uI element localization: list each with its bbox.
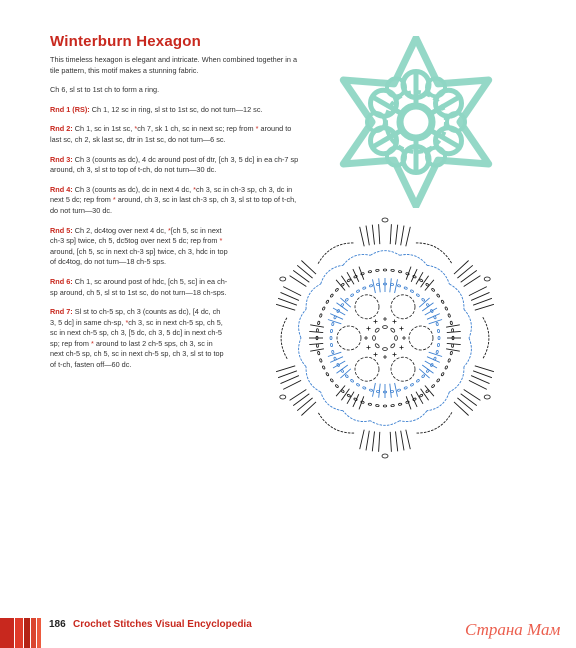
round-text: ch 3, sc in ch-3 sp, ch 3, dc in next 5 dc; rep from [50, 184, 293, 205]
chain-arc [449, 367, 464, 392]
chain-stitch [369, 389, 373, 392]
double-crochet [464, 276, 481, 287]
chain-stitch [397, 284, 401, 287]
chain-stitch [410, 383, 414, 386]
double-crochet [353, 269, 359, 282]
chain-arc [299, 309, 306, 338]
chain-stitch [421, 298, 425, 302]
double-crochet [457, 398, 472, 411]
chain-stitch [390, 328, 395, 333]
double-crochet [411, 394, 417, 407]
chain-loop [355, 295, 379, 319]
motif-center-ring [400, 106, 432, 138]
double-crochet [276, 366, 295, 372]
chain-stitch [484, 277, 490, 281]
double-crochet [401, 226, 404, 246]
double-crochet [309, 331, 323, 332]
double-crochet [347, 392, 354, 404]
chain-arc [464, 309, 471, 338]
round-text: [ch 5, sc in next ch-3 sp] twice, ch 5, dc5tog over next 5 dc; rep from [50, 225, 222, 246]
chain-stitch [445, 366, 448, 370]
single-crochet [383, 317, 387, 321]
double-crochet [461, 394, 477, 406]
chain-stitch [330, 378, 334, 382]
double-crochet [457, 265, 472, 278]
chain-arc [299, 338, 306, 367]
chain-stitch [404, 386, 408, 389]
chain-stitch [445, 307, 448, 311]
repeat-asterisk: * [134, 124, 138, 134]
round-3 [50, 155, 304, 176]
repeat-asterisk: * [112, 195, 116, 205]
double-crochet [293, 394, 309, 406]
chain-stitch [356, 290, 360, 293]
double-crochet [406, 267, 411, 280]
double-crochet [360, 227, 365, 247]
chain-arc [427, 265, 449, 284]
chain-arc [318, 243, 354, 264]
chain-stitch [375, 328, 380, 333]
double-crochet [360, 430, 365, 450]
chain-stitch [395, 336, 398, 341]
double-crochet [278, 371, 297, 378]
chain-stitch [369, 284, 373, 287]
chain-stitch [345, 298, 349, 302]
chain-loop [409, 326, 433, 350]
chain-stitch [441, 300, 445, 304]
double-crochet [395, 383, 398, 397]
repeat-asterisk: * [90, 338, 94, 348]
round-4 [50, 185, 304, 217]
chain-stitch [391, 269, 395, 271]
round-5 [50, 226, 228, 268]
double-crochet [475, 366, 494, 372]
single-crochet [364, 336, 368, 340]
double-crochet [469, 380, 487, 389]
chain-stitch [426, 303, 430, 307]
pattern-instructions [50, 55, 304, 380]
chain-stitch [450, 351, 453, 355]
chain-stitch [376, 283, 379, 285]
chain-stitch [375, 343, 380, 348]
round-text: Sl st to ch-5 sp, ch 3 (counts as dc), [4 dc, ch 3, 5 dc] in same ch-sp, [50, 307, 221, 327]
chain-arc [318, 412, 354, 433]
chain-stitch [319, 359, 322, 363]
page-number: 186 [49, 619, 66, 630]
chain-stitch [433, 315, 436, 319]
round-label: Rnd 1 (RS): [50, 104, 90, 114]
chain-stitch [436, 350, 439, 354]
double-crochet [379, 224, 380, 244]
chain-loop [337, 326, 361, 350]
round-text: Ch 3 (counts as dc), dc in next 4 dc, [72, 184, 194, 194]
chain-stitch [330, 343, 332, 346]
chain-stitch [280, 277, 286, 281]
chain-stitch [437, 343, 439, 346]
single-crochet [374, 320, 378, 324]
stitch-diagram [268, 209, 502, 467]
chain-arc [449, 284, 464, 309]
double-crochet [396, 431, 398, 451]
double-crochet [373, 383, 376, 397]
repeat-asterisk: * [125, 317, 129, 327]
round-text: Ch 2, dc4tog over next 4 dc, [72, 225, 169, 235]
round-label: Rnd 4: [50, 184, 73, 194]
footer-bar [15, 618, 23, 648]
chain-arc [281, 317, 287, 359]
chain-stitch [419, 394, 423, 398]
double-crochet [390, 432, 391, 452]
double-crochet [283, 380, 301, 389]
double-crochet [396, 225, 398, 245]
repeat-asterisk: * [255, 124, 259, 134]
double-crochet [297, 265, 312, 278]
double-crochet [475, 304, 494, 310]
chain-arc [416, 243, 452, 264]
chain-stitch [431, 384, 435, 388]
double-crochet [283, 287, 301, 296]
chain-stitch [317, 351, 320, 355]
chain-stitch [280, 395, 286, 399]
start-text: Ch 6, sl st to 1st ch to form a ring. [50, 85, 160, 95]
chain-loop [391, 357, 415, 381]
double-crochet [429, 320, 442, 324]
footer-bar [31, 618, 36, 648]
chain-stitch [331, 350, 334, 354]
chain-stitch [362, 386, 366, 389]
round-text: Ch 1, 12 sc in ring, sl st to 1st sc, do not turn—12 sc. [89, 104, 263, 114]
round-text: around to last sc, ch 2, sk last sc, dtr in 1st sc, do not turn—6 sc. [50, 124, 292, 144]
chain-arc [321, 265, 343, 284]
chain-stitch [436, 378, 440, 382]
double-crochet [446, 349, 460, 351]
double-crochet [347, 272, 354, 284]
watermark-logo: Страна Мам [465, 620, 561, 639]
round-1 [50, 105, 304, 116]
round-label: Rnd 2: [50, 124, 73, 134]
round-label: Rnd 3: [50, 154, 73, 164]
chain-stitch [340, 303, 344, 307]
chain-arc [427, 392, 449, 411]
chain-stitch [383, 269, 386, 271]
chain-arc [370, 251, 399, 256]
chain-stitch [335, 288, 339, 292]
chain-stitch [322, 307, 325, 311]
double-crochet [390, 224, 391, 244]
chain-stitch [398, 270, 402, 273]
chain-stitch [416, 379, 420, 383]
round-list [50, 105, 304, 371]
chain-stitch [433, 357, 436, 361]
footer-bar [0, 618, 14, 648]
chain-stitch [340, 369, 344, 373]
double-crochet [328, 352, 341, 356]
chain-stitch [391, 404, 395, 406]
footer-color-bars [0, 618, 42, 648]
chain-stitch [484, 395, 490, 399]
double-crochet [406, 430, 411, 450]
double-crochet [406, 227, 411, 247]
double-crochet [446, 325, 460, 327]
chain-stitch [322, 366, 325, 370]
chain-stitch [376, 404, 380, 406]
chain-stitch [416, 293, 420, 297]
single-crochet [374, 353, 378, 357]
chain-stitch [436, 322, 439, 326]
double-crochet [372, 431, 374, 451]
single-crochet [367, 327, 371, 331]
single-crochet [383, 355, 387, 359]
double-crochet [406, 396, 411, 409]
chain-stitch [347, 279, 351, 283]
chain-stitch [390, 283, 393, 285]
double-crochet [297, 398, 312, 411]
double-crochet [416, 272, 423, 284]
chain-loop [355, 357, 379, 381]
chain-stitch [398, 403, 402, 406]
double-crochet [353, 394, 359, 407]
chain-stitch [331, 322, 334, 326]
round-2 [50, 124, 304, 145]
chain-stitch [334, 315, 337, 319]
chain-arc [306, 284, 321, 309]
double-crochet [290, 276, 307, 287]
chain-stitch [350, 293, 354, 297]
chain-stitch [376, 390, 379, 392]
double-crochet [372, 225, 374, 245]
chain-stitch [317, 321, 320, 325]
repeat-asterisk: * [193, 184, 197, 194]
pattern-title: Winterburn Hexagon [50, 33, 201, 50]
chain-stitch [368, 403, 372, 406]
double-crochet [301, 402, 316, 416]
chain-stitch [437, 329, 439, 332]
chain-stitch [436, 294, 440, 298]
round-label: Rnd 5: [50, 225, 73, 235]
crocheted-hexagon-photo [330, 36, 502, 208]
chain-stitch [383, 326, 388, 329]
single-crochet [393, 353, 397, 357]
double-crochet [461, 270, 477, 282]
double-crochet [447, 331, 461, 332]
chain-stitch [448, 314, 451, 318]
chain-stitch [383, 348, 388, 351]
double-crochet [454, 402, 469, 416]
double-crochet [473, 298, 492, 305]
chain-stitch [448, 359, 451, 363]
double-crochet [464, 390, 481, 401]
repeat-asterisk: * [168, 225, 171, 235]
double-crochet [310, 325, 324, 327]
double-crochet [454, 261, 469, 275]
chain-stitch [382, 218, 388, 222]
double-crochet [429, 352, 442, 356]
chain-arc [370, 421, 399, 426]
round-text: around to last 2 ch-5 sps, ch 3, sc in next ch-5 sp, ch 5, sc in next ch-5 sp, ch 3, sl st to top of t-ch, fasten off—60 dc. [50, 338, 224, 370]
chain-stitch [350, 379, 354, 383]
chain-stitch [347, 394, 351, 398]
round-text: ch 3, sc in next ch-5 sp, ch 5, sc in next ch-5 sp, ch 3, [5 dc, ch 3, 5 dc] in next ch-5 sp; rep from [50, 317, 223, 348]
chain-arc [464, 338, 471, 367]
chain-stitch [441, 372, 445, 376]
double-crochet [379, 432, 380, 452]
double-crochet [278, 298, 297, 305]
chain-stitch [345, 374, 349, 378]
chain-stitch [326, 372, 330, 376]
single-crochet [393, 320, 397, 324]
chain-stitch [368, 270, 372, 273]
round-text: around, [ch 5, sc in next ch-3 sp] twice, ch 3, hdc in top of dc4tog, do not turn—18 ch-5 sps. [50, 246, 228, 267]
chain-stitch [335, 384, 339, 388]
chain-arc [400, 254, 427, 265]
footer-bar [37, 618, 41, 648]
chain-stitch [319, 314, 322, 318]
chain-loop [391, 295, 415, 319]
chain-stitch [383, 405, 386, 407]
chain-stitch [326, 300, 330, 304]
chain-stitch [390, 390, 393, 392]
chain-stitch [438, 336, 440, 339]
chain-stitch [404, 287, 408, 290]
double-crochet [416, 392, 423, 404]
chain-stitch [373, 336, 376, 341]
double-crochet [411, 269, 417, 282]
chain-stitch [431, 288, 435, 292]
double-crochet [473, 371, 492, 378]
chain-arc [416, 412, 452, 433]
double-crochet [469, 287, 487, 296]
chain-arc [400, 411, 427, 422]
chain-stitch [376, 269, 380, 271]
chain-arc [343, 254, 370, 265]
double-crochet [373, 279, 376, 293]
chain-stitch [330, 336, 332, 339]
round-6 [50, 277, 228, 298]
double-crochet [395, 279, 398, 293]
single-crochet [367, 346, 371, 350]
round-text: Ch 1, sc around post of hdc, [ch 5, sc] in ea ch-sp around, ch 5, sl st to 1st sc, do not turn—18 ch-sps. [50, 276, 228, 297]
double-crochet [366, 431, 369, 451]
chain-arc [483, 317, 489, 359]
double-crochet [293, 270, 309, 282]
round-text: around, ch 3, sc in last ch-3 sp, ch 3, sl st to top of t-ch, do not turn—30 dc. [50, 195, 297, 215]
round-label: Rnd 6: [50, 276, 73, 286]
chain-arc [321, 392, 343, 411]
chain-stitch [390, 343, 395, 348]
double-crochet [359, 396, 364, 409]
round-7 [50, 307, 228, 371]
double-crochet [310, 349, 324, 351]
chain-stitch [450, 321, 453, 325]
double-crochet [359, 267, 364, 280]
chain-stitch [397, 389, 401, 392]
chain-stitch [330, 329, 332, 332]
round-text: ch 7, sk 1 ch, sc in next sc; rep from [137, 124, 256, 134]
chain-stitch [334, 357, 337, 361]
single-crochet [400, 346, 404, 350]
double-crochet [301, 261, 316, 275]
double-crochet [309, 343, 323, 344]
intro-text: This timeless hexagon is elegant and intricate. When combined together in a tile pattern, this motif makes a stunning fabric. [50, 55, 298, 75]
chain-stitch [382, 454, 388, 458]
round-text: Ch 1, sc in 1st sc, [72, 124, 135, 134]
chain-stitch [419, 279, 423, 283]
chain-stitch [421, 374, 425, 378]
chain-stitch [426, 369, 430, 373]
double-crochet [290, 390, 307, 401]
double-crochet [328, 320, 341, 324]
round-text: Ch 3 (counts as dc), 4 dc around post of dtr, [ch 3, 5 dc] in ea ch-7 sp around, ch 3, sl st to top of t-ch, do not turn—30 dc. [50, 154, 299, 175]
round-label: Rnd 7: [50, 307, 73, 317]
chain-arc [343, 411, 370, 422]
chain-stitch [362, 287, 366, 290]
repeat-asterisk: * [219, 236, 223, 246]
double-crochet [401, 431, 404, 451]
chain-arc [306, 367, 321, 392]
chain-stitch [330, 294, 334, 298]
single-crochet [402, 336, 406, 340]
footer-bar [24, 618, 30, 648]
chain-stitch [356, 383, 360, 386]
double-crochet [276, 304, 295, 310]
book-title: Crochet Stitches Visual Encyclopedia [73, 619, 252, 630]
chain-stitch [410, 290, 414, 293]
double-crochet [366, 226, 369, 246]
double-crochet [447, 343, 461, 344]
single-crochet [400, 327, 404, 331]
